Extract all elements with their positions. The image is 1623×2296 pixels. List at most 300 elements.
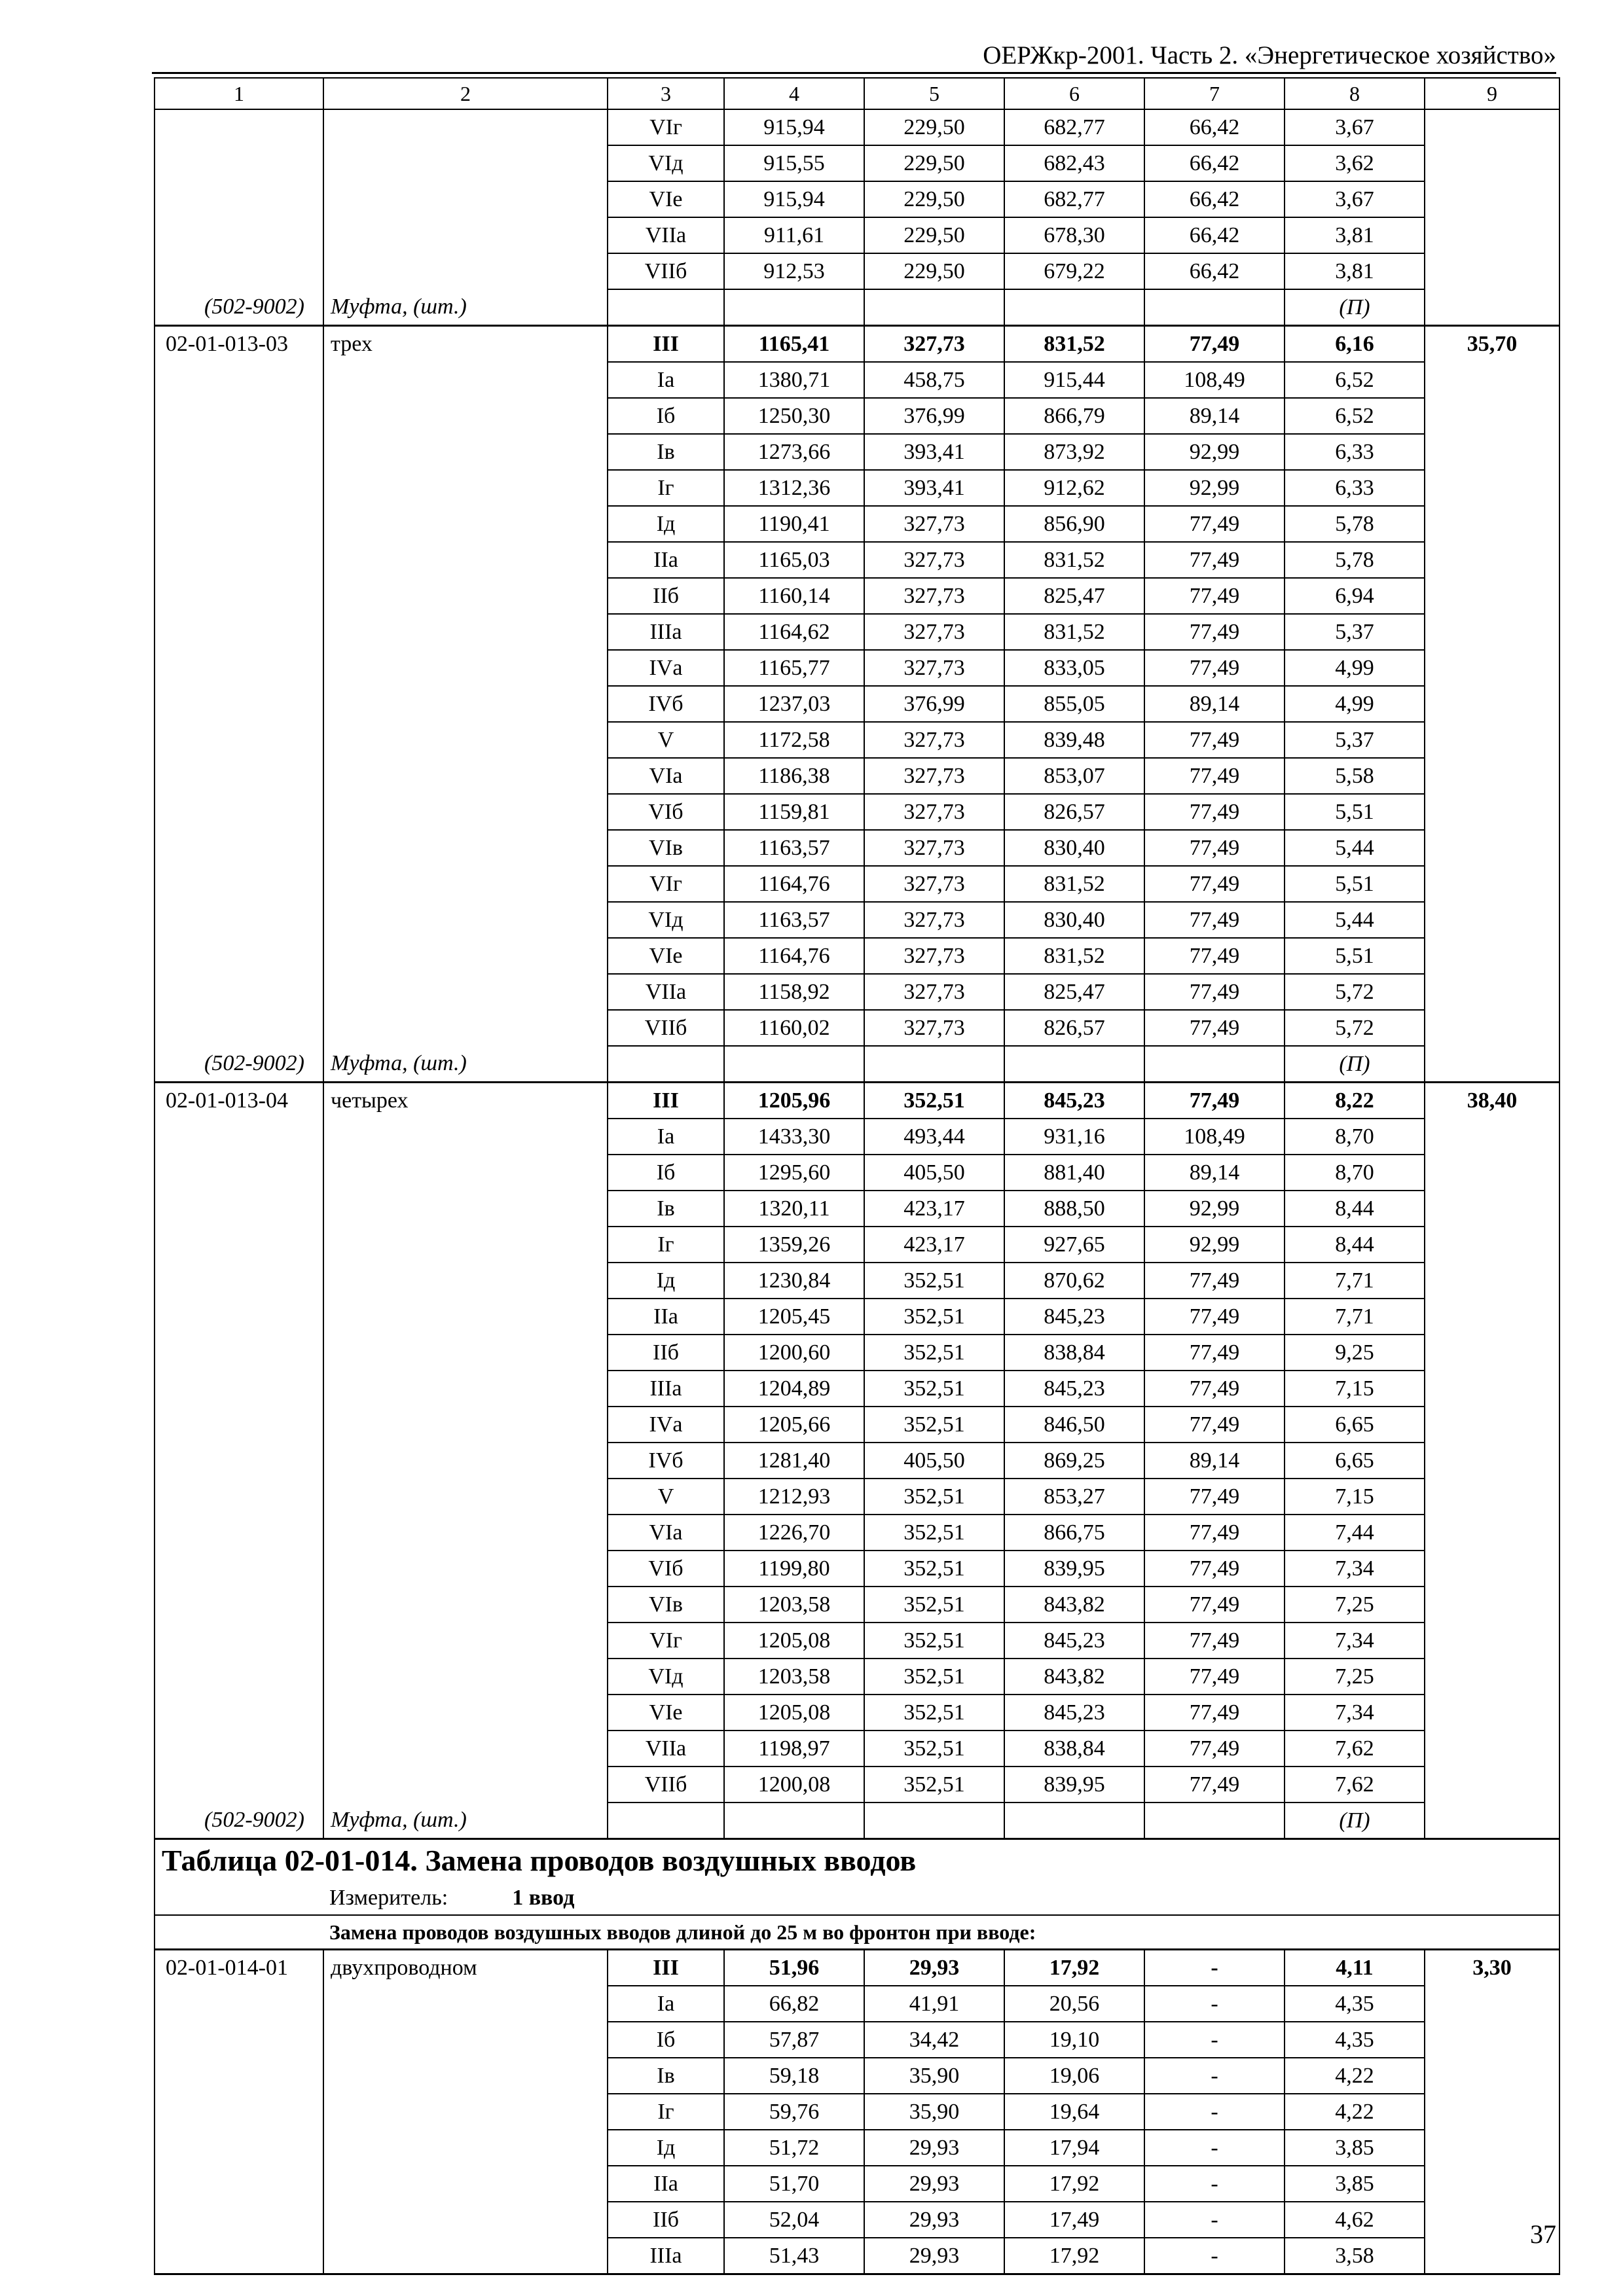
wages-cell: 327,73: [864, 614, 1004, 650]
table-row: [155, 1950, 1559, 1986]
code-cell: (502-9002): [155, 289, 323, 326]
table-row: [155, 2130, 1559, 2166]
table-row: [155, 2022, 1559, 2058]
table-row: [155, 1407, 1559, 1443]
machinist-wages-cell: 89,14: [1144, 686, 1285, 722]
total-cost-cell: 59,76: [724, 2094, 864, 2130]
machinist-wages-cell: 77,49: [1144, 1479, 1285, 1515]
labor-cell: [1425, 1443, 1559, 1479]
total-cost-cell: 66,82: [724, 1986, 864, 2022]
machinist-wages-cell: 77,49: [1144, 722, 1285, 758]
category-cell: IVб: [608, 1443, 724, 1479]
materials-cell: (П): [1285, 1803, 1425, 1839]
table-row: [155, 362, 1559, 398]
code-cell: [155, 1479, 323, 1515]
wages-cell: 29,93: [864, 1950, 1004, 1986]
table-row: [155, 686, 1559, 722]
wages-cell: 352,51: [864, 1623, 1004, 1659]
code-cell: [155, 758, 323, 794]
category-cell: IIIа: [608, 2238, 724, 2274]
category-cell: Iд: [608, 506, 724, 542]
machines-cell: 17,49: [1004, 2202, 1144, 2238]
materials-cell: 7,25: [1285, 1587, 1425, 1623]
total-cost-cell: 1165,77: [724, 650, 864, 686]
labor-cell: [1425, 686, 1559, 722]
machinist-wages-cell: -: [1144, 2094, 1285, 2130]
wages-cell: 352,51: [864, 1299, 1004, 1335]
code-cell: [155, 1119, 323, 1155]
machines-cell: 855,05: [1004, 686, 1144, 722]
resource-row: [155, 289, 1559, 326]
labor-cell: 3,30: [1425, 1950, 1559, 1986]
materials-cell: 4,22: [1285, 2094, 1425, 2130]
table-row: [155, 253, 1559, 289]
labor-cell: [1425, 1731, 1559, 1767]
total-cost-cell: 1163,57: [724, 902, 864, 938]
table-row: [155, 938, 1559, 974]
name-cell: [323, 866, 608, 902]
machinist-wages-cell: 66,42: [1144, 109, 1285, 145]
materials-cell: 3,85: [1285, 2166, 1425, 2202]
materials-cell: 6,16: [1285, 326, 1425, 363]
category-cell: Iд: [608, 2130, 724, 2166]
total-cost-cell: 911,61: [724, 217, 864, 253]
table-row: [155, 1587, 1559, 1623]
category-cell: Iб: [608, 2022, 724, 2058]
table-row: [155, 109, 1559, 145]
table-row: [155, 2094, 1559, 2130]
machines-cell: 931,16: [1004, 1119, 1144, 1155]
machines-cell: 825,47: [1004, 578, 1144, 614]
materials-cell: 4,22: [1285, 2058, 1425, 2094]
total-cost-cell: 1273,66: [724, 434, 864, 470]
code-cell: [155, 145, 323, 181]
name-cell: [323, 217, 608, 253]
code-cell: [155, 938, 323, 974]
total-cost-cell: 52,04: [724, 2202, 864, 2238]
total-cost-cell: 1159,81: [724, 794, 864, 830]
materials-cell: 4,35: [1285, 2022, 1425, 2058]
table-row: [155, 1083, 1559, 1119]
machinist-wages-cell: 77,49: [1144, 506, 1285, 542]
total-cost-cell: 1205,08: [724, 1623, 864, 1659]
machines-cell: 831,52: [1004, 542, 1144, 578]
total-cost-cell: 1186,38: [724, 758, 864, 794]
code-cell: [155, 253, 323, 289]
machinist-wages-cell: 77,49: [1144, 1767, 1285, 1803]
materials-cell: 6,52: [1285, 398, 1425, 434]
table-row: [155, 1443, 1559, 1479]
name-cell: [323, 1695, 608, 1731]
machinist-wages-cell: [1144, 1046, 1285, 1083]
machines-cell: 915,44: [1004, 362, 1144, 398]
category-cell: VIIб: [608, 253, 724, 289]
wages-cell: 423,17: [864, 1191, 1004, 1227]
materials-cell: (П): [1285, 289, 1425, 326]
code-cell: [155, 722, 323, 758]
category-cell: VIе: [608, 181, 724, 217]
table-row: [155, 1119, 1559, 1155]
machines-cell: 873,92: [1004, 434, 1144, 470]
materials-cell: 4,99: [1285, 686, 1425, 722]
total-cost-cell: 59,18: [724, 2058, 864, 2094]
materials-cell: 3,81: [1285, 253, 1425, 289]
machines-cell: 866,75: [1004, 1515, 1144, 1551]
category-cell: VIIб: [608, 1767, 724, 1803]
category-cell: IIIа: [608, 1371, 724, 1407]
machines-cell: [1004, 1803, 1144, 1839]
table-row: [155, 398, 1559, 434]
category-cell: IIа: [608, 542, 724, 578]
machinist-wages-cell: 77,49: [1144, 542, 1285, 578]
materials-cell: 8,44: [1285, 1191, 1425, 1227]
machines-cell: 19,10: [1004, 2022, 1144, 2058]
materials-cell: 7,44: [1285, 1515, 1425, 1551]
total-cost-cell: 57,87: [724, 2022, 864, 2058]
category-cell: Iа: [608, 1119, 724, 1155]
materials-cell: 3,58: [1285, 2238, 1425, 2274]
materials-cell: 5,78: [1285, 506, 1425, 542]
labor-cell: [1425, 1515, 1559, 1551]
machinist-wages-cell: 108,49: [1144, 362, 1285, 398]
table-row: [155, 1659, 1559, 1695]
machines-cell: 869,25: [1004, 1443, 1144, 1479]
table-body: [155, 78, 1559, 2274]
code-cell: [155, 1227, 323, 1263]
category-cell: [608, 1046, 724, 1083]
machines-cell: 826,57: [1004, 1010, 1144, 1046]
wages-cell: [864, 289, 1004, 326]
code-cell: [155, 1986, 323, 2022]
total-cost-cell: 915,94: [724, 109, 864, 145]
labor-cell: [1425, 1299, 1559, 1335]
labor-cell: [1425, 289, 1559, 326]
code-cell: [155, 542, 323, 578]
materials-cell: 7,34: [1285, 1623, 1425, 1659]
total-cost-cell: 1200,08: [724, 1767, 864, 1803]
wages-cell: 327,73: [864, 506, 1004, 542]
wages-cell: 423,17: [864, 1227, 1004, 1263]
machinist-wages-cell: 77,49: [1144, 902, 1285, 938]
materials-cell: 7,62: [1285, 1731, 1425, 1767]
table-row: [155, 1371, 1559, 1407]
wages-cell: 405,50: [864, 1155, 1004, 1191]
running-header: ОЕРЖкр-2001. Часть 2. «Энергетическое хозяйство»: [983, 41, 1556, 69]
machines-cell: [1004, 1046, 1144, 1083]
machines-cell: 17,92: [1004, 1950, 1144, 1986]
machines-cell: 20,56: [1004, 1986, 1144, 2022]
wages-cell: 376,99: [864, 398, 1004, 434]
wages-cell: 352,51: [864, 1083, 1004, 1119]
machines-cell: 853,07: [1004, 758, 1144, 794]
labor-cell: [1425, 722, 1559, 758]
total-cost-cell: 1172,58: [724, 722, 864, 758]
name-cell: [323, 542, 608, 578]
wages-cell: 229,50: [864, 253, 1004, 289]
category-cell: VIIа: [608, 217, 724, 253]
rates-table: [154, 77, 1560, 2275]
category-cell: V: [608, 1479, 724, 1515]
materials-cell: 3,67: [1285, 109, 1425, 145]
table-row: [155, 1623, 1559, 1659]
total-cost-cell: 1250,30: [724, 398, 864, 434]
name-cell: [323, 758, 608, 794]
total-cost-cell: 1359,26: [724, 1227, 864, 1263]
wages-cell: 327,73: [864, 758, 1004, 794]
name-cell: [323, 2058, 608, 2094]
category-cell: Iв: [608, 2058, 724, 2094]
code-cell: [155, 2058, 323, 2094]
wages-cell: 29,93: [864, 2166, 1004, 2202]
materials-cell: 5,37: [1285, 722, 1425, 758]
category-cell: VIIб: [608, 1010, 724, 1046]
total-cost-cell: 1203,58: [724, 1587, 864, 1623]
labor-cell: [1425, 434, 1559, 470]
machinist-wages-cell: 66,42: [1144, 181, 1285, 217]
code-cell: [155, 1155, 323, 1191]
labor-cell: [1425, 1551, 1559, 1587]
wages-cell: 34,42: [864, 2022, 1004, 2058]
name-cell: [323, 1731, 608, 1767]
total-cost-cell: 1205,66: [724, 1407, 864, 1443]
labor-cell: [1425, 650, 1559, 686]
name-cell: [323, 2238, 608, 2274]
wages-cell: 29,93: [864, 2202, 1004, 2238]
wages-cell: 352,51: [864, 1659, 1004, 1695]
materials-cell: 5,51: [1285, 866, 1425, 902]
category-cell: Iа: [608, 1986, 724, 2022]
name-cell: [323, 434, 608, 470]
labor-cell: [1425, 1227, 1559, 1263]
table-row: [155, 1695, 1559, 1731]
machines-cell: 853,27: [1004, 1479, 1144, 1515]
machines-cell: 912,62: [1004, 470, 1144, 506]
table-row: [155, 1191, 1559, 1227]
table-row: [155, 1010, 1559, 1046]
materials-cell: 3,67: [1285, 181, 1425, 217]
name-cell: [323, 2022, 608, 2058]
category-cell: VIб: [608, 1551, 724, 1587]
materials-cell: 6,94: [1285, 578, 1425, 614]
total-cost-cell: 1160,14: [724, 578, 864, 614]
materials-cell: 5,58: [1285, 758, 1425, 794]
machines-cell: [1004, 289, 1144, 326]
wages-cell: 41,91: [864, 1986, 1004, 2022]
total-cost-cell: 1205,08: [724, 1695, 864, 1731]
column-number: 4: [724, 78, 864, 109]
wages-cell: 327,73: [864, 938, 1004, 974]
wages-cell: 35,90: [864, 2094, 1004, 2130]
wages-cell: 327,73: [864, 1010, 1004, 1046]
materials-cell: 7,34: [1285, 1695, 1425, 1731]
machines-cell: 825,47: [1004, 974, 1144, 1010]
labor-cell: [1425, 1767, 1559, 1803]
total-cost-cell: 915,94: [724, 181, 864, 217]
name-cell: двухпроводном: [323, 1950, 608, 1986]
name-cell: [323, 398, 608, 434]
labor-cell: [1425, 542, 1559, 578]
table-row: [155, 866, 1559, 902]
code-cell: [155, 1623, 323, 1659]
total-cost-cell: [724, 1046, 864, 1083]
labor-cell: [1425, 181, 1559, 217]
table-row: [155, 2166, 1559, 2202]
category-cell: VIг: [608, 109, 724, 145]
wages-cell: 229,50: [864, 181, 1004, 217]
table-row: [155, 506, 1559, 542]
machines-cell: 682,43: [1004, 145, 1144, 181]
code-cell: [155, 1515, 323, 1551]
name-cell: [323, 1767, 608, 1803]
machinist-wages-cell: 66,42: [1144, 217, 1285, 253]
machinist-wages-cell: 77,49: [1144, 1335, 1285, 1371]
machines-cell: 838,84: [1004, 1335, 1144, 1371]
machinist-wages-cell: 77,49: [1144, 1299, 1285, 1335]
code-cell: [155, 1587, 323, 1623]
name-cell: [323, 1371, 608, 1407]
machines-cell: 831,52: [1004, 326, 1144, 363]
name-cell: [323, 1986, 608, 2022]
materials-cell: 7,71: [1285, 1299, 1425, 1335]
category-cell: IIб: [608, 1335, 724, 1371]
materials-cell: 3,85: [1285, 2130, 1425, 2166]
total-cost-cell: 1281,40: [724, 1443, 864, 1479]
column-number: 1: [155, 78, 323, 109]
machinist-wages-cell: 77,49: [1144, 1010, 1285, 1046]
wages-cell: 327,73: [864, 830, 1004, 866]
labor-cell: [1425, 506, 1559, 542]
name-cell: [323, 974, 608, 1010]
name-cell: [323, 1443, 608, 1479]
name-cell: [323, 1515, 608, 1551]
wages-cell: 327,73: [864, 578, 1004, 614]
labor-cell: 38,40: [1425, 1083, 1559, 1119]
section-subtitle: Замена проводов воздушных вводов длиной до 25 м во фронтон при вводе:: [155, 1915, 1559, 1950]
category-cell: Iг: [608, 470, 724, 506]
machinist-wages-cell: 77,49: [1144, 650, 1285, 686]
name-cell: [323, 253, 608, 289]
wages-cell: 327,73: [864, 794, 1004, 830]
category-cell: IVб: [608, 686, 724, 722]
name-cell: [323, 2094, 608, 2130]
name-cell: [323, 1479, 608, 1515]
total-cost-cell: 51,70: [724, 2166, 864, 2202]
machines-cell: 831,52: [1004, 938, 1144, 974]
code-cell: [155, 217, 323, 253]
name-cell: [323, 2130, 608, 2166]
code-cell: [155, 1407, 323, 1443]
machines-cell: 870,62: [1004, 1263, 1144, 1299]
total-cost-cell: 51,96: [724, 1950, 864, 1986]
table-row: [155, 722, 1559, 758]
column-number: 8: [1285, 78, 1425, 109]
name-cell: [323, 1551, 608, 1587]
machines-cell: 19,64: [1004, 2094, 1144, 2130]
labor-cell: [1425, 614, 1559, 650]
wages-cell: 327,73: [864, 326, 1004, 363]
materials-cell: 6,65: [1285, 1443, 1425, 1479]
machinist-wages-cell: -: [1144, 2022, 1285, 2058]
name-cell: [323, 1227, 608, 1263]
total-cost-cell: 1203,58: [724, 1659, 864, 1695]
wages-cell: 229,50: [864, 109, 1004, 145]
labor-cell: [1425, 2130, 1559, 2166]
labor-cell: [1425, 1263, 1559, 1299]
column-number-row: [155, 78, 1559, 109]
code-cell: [155, 614, 323, 650]
total-cost-cell: 1205,96: [724, 1083, 864, 1119]
machines-cell: 678,30: [1004, 217, 1144, 253]
name-cell: [323, 794, 608, 830]
machinist-wages-cell: 77,49: [1144, 614, 1285, 650]
wages-cell: 229,50: [864, 145, 1004, 181]
labor-cell: [1425, 578, 1559, 614]
wages-cell: 352,51: [864, 1407, 1004, 1443]
name-cell: [323, 578, 608, 614]
total-cost-cell: 1164,76: [724, 866, 864, 902]
resource-row: [155, 1046, 1559, 1083]
machinist-wages-cell: -: [1144, 2166, 1285, 2202]
materials-cell: 8,22: [1285, 1083, 1425, 1119]
machines-cell: 679,22: [1004, 253, 1144, 289]
machines-cell: 826,57: [1004, 794, 1144, 830]
category-cell: VIв: [608, 830, 724, 866]
name-cell: [323, 722, 608, 758]
machinist-wages-cell: -: [1144, 2058, 1285, 2094]
machinist-wages-cell: 77,49: [1144, 1551, 1285, 1587]
machinist-wages-cell: 92,99: [1144, 1227, 1285, 1263]
wages-cell: 327,73: [864, 650, 1004, 686]
code-cell: [155, 902, 323, 938]
labor-cell: [1425, 217, 1559, 253]
category-cell: V: [608, 722, 724, 758]
labor-cell: [1425, 1010, 1559, 1046]
total-cost-cell: 1160,02: [724, 1010, 864, 1046]
category-cell: IVа: [608, 650, 724, 686]
table-row: [155, 2058, 1559, 2094]
category-cell: III: [608, 326, 724, 363]
table-row: [155, 614, 1559, 650]
wages-cell: 458,75: [864, 362, 1004, 398]
total-cost-cell: 1433,30: [724, 1119, 864, 1155]
wages-cell: 327,73: [864, 542, 1004, 578]
machinist-wages-cell: 77,49: [1144, 938, 1285, 974]
materials-cell: 8,44: [1285, 1227, 1425, 1263]
name-cell: [323, 1119, 608, 1155]
name-cell: [323, 181, 608, 217]
machinist-wages-cell: 77,49: [1144, 1623, 1285, 1659]
wages-cell: 405,50: [864, 1443, 1004, 1479]
code-cell: 02-01-013-03: [155, 326, 323, 363]
category-cell: IIа: [608, 2166, 724, 2202]
name-cell: Муфта, (шт.): [323, 1803, 608, 1839]
labor-cell: [1425, 1407, 1559, 1443]
machinist-wages-cell: 77,49: [1144, 1407, 1285, 1443]
labor-cell: [1425, 794, 1559, 830]
category-cell: IIа: [608, 1299, 724, 1335]
materials-cell: 9,25: [1285, 1335, 1425, 1371]
column-number: 7: [1144, 78, 1285, 109]
table-row: [155, 578, 1559, 614]
materials-cell: 4,35: [1285, 1986, 1425, 2022]
wages-cell: 352,51: [864, 1731, 1004, 1767]
wages-cell: 393,41: [864, 434, 1004, 470]
machines-cell: 845,23: [1004, 1371, 1144, 1407]
name-cell: [323, 109, 608, 145]
machines-cell: 846,50: [1004, 1407, 1144, 1443]
code-cell: [155, 1551, 323, 1587]
code-cell: (502-9002): [155, 1046, 323, 1083]
